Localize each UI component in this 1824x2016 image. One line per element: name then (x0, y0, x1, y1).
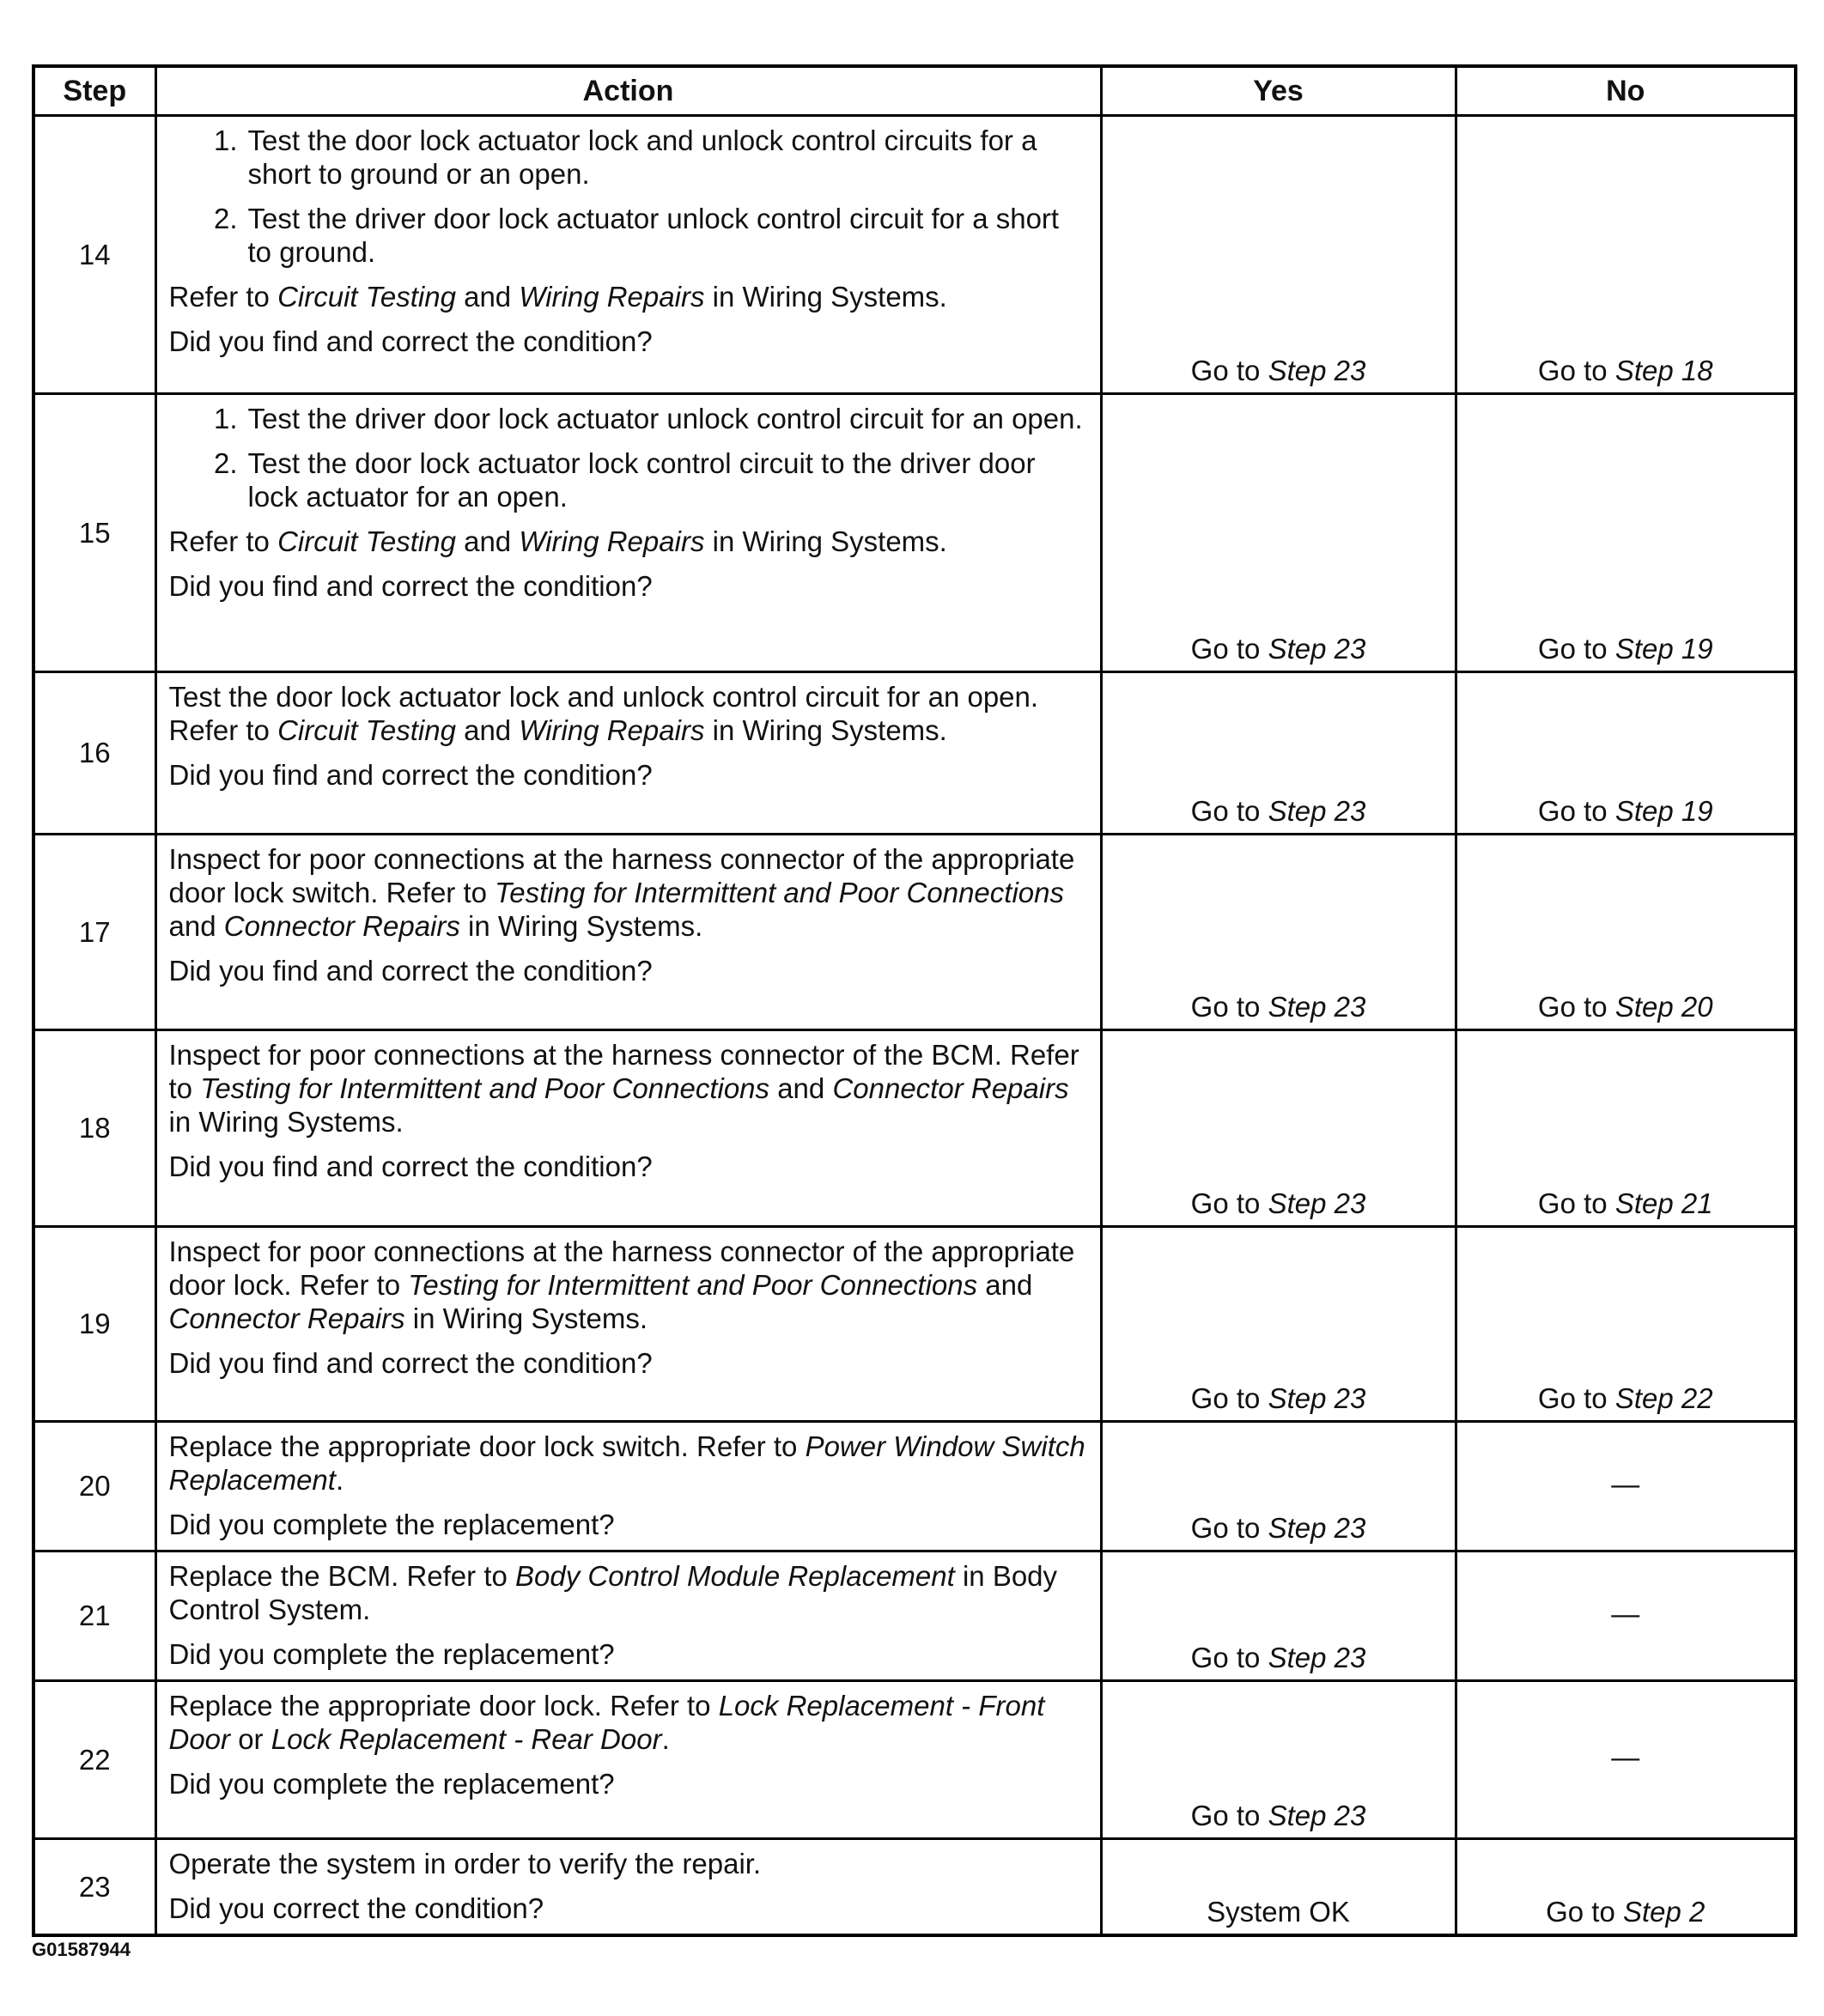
no-cell: Go to Step 19 (1456, 672, 1796, 835)
question-text: Did you find and correct the condition? (168, 1347, 653, 1379)
header-action: Action (155, 66, 1101, 116)
question-text: Did you find and correct the condition? (168, 955, 653, 987)
no-cell: Go to Step 2 (1456, 1839, 1796, 1936)
yes-cell: Go to Step 23 (1101, 1030, 1456, 1227)
reference-link[interactable]: Lock Replacement - Rear Door (271, 1723, 662, 1755)
no-cell: Go to Step 22 (1456, 1227, 1796, 1422)
step-link[interactable]: Step 2 (1622, 1896, 1705, 1928)
action-cell (155, 1681, 1101, 1839)
table-row (33, 394, 1796, 672)
list-item: 1. Test the door lock actuator lock and unlock control circuits for a short to ground or an open. (169, 124, 1088, 191)
yes-cell: System OK (1101, 1839, 1456, 1936)
reference-link[interactable]: Power Window Switch Replacement (168, 1430, 1085, 1496)
question-text: Did you find and correct the condition? (168, 325, 653, 357)
diagnostic-table (32, 64, 1797, 1937)
action-cell (155, 835, 1101, 1030)
no-cell: Go to Step 18 (1456, 116, 1796, 394)
no-cell: Go to Step 20 (1456, 835, 1796, 1030)
header-step: Step (33, 66, 155, 116)
action-text: Inspect for poor connections at the harness connector of the appropriate door lock switch. Refer to Testing for Intermittent and Poor Connections and Connector Repairs in Wiring Systems. (168, 843, 1075, 942)
step-link[interactable]: Step 23 (1268, 633, 1366, 665)
table-row (33, 1681, 1796, 1839)
reference-link[interactable]: Connector Repairs (832, 1072, 1069, 1104)
action-cell (155, 1422, 1101, 1551)
step-link[interactable]: Step 20 (1614, 991, 1713, 1023)
reference-link[interactable]: Testing for Intermittent and Poor Connections (408, 1269, 978, 1301)
no-cell: — (1456, 1551, 1796, 1681)
step-number: 17 (33, 835, 155, 1030)
yes-cell: Go to Step 23 (1101, 394, 1456, 672)
table-row (33, 1551, 1796, 1681)
table-row (33, 1030, 1796, 1227)
reference-link[interactable]: Lock Replacement - Front Door (168, 1690, 1045, 1755)
step-link[interactable]: Step 23 (1268, 1187, 1366, 1219)
step-link[interactable]: Step 23 (1268, 1642, 1366, 1673)
reference-link[interactable]: Testing for Intermittent and Poor Connections (200, 1072, 770, 1104)
table-row (33, 1227, 1796, 1422)
step-number: 21 (33, 1551, 155, 1681)
action-cell (155, 1030, 1101, 1227)
step-link[interactable]: Step 19 (1614, 633, 1713, 665)
yes-cell: Go to Step 23 (1101, 835, 1456, 1030)
step-link[interactable]: Step 22 (1614, 1382, 1713, 1414)
no-cell: Go to Step 19 (1456, 394, 1796, 672)
yes-cell: Go to Step 23 (1101, 1681, 1456, 1839)
question-text: Did you complete the replacement? (168, 1768, 615, 1800)
step-number: 14 (33, 116, 155, 394)
no-cell: — (1456, 1422, 1796, 1551)
step-number: 20 (33, 1422, 155, 1551)
yes-cell: Go to Step 23 (1101, 116, 1456, 394)
reference-link[interactable]: Circuit Testing (277, 714, 456, 746)
list-item: 2. Test the driver door lock actuator unlock control circuit for a short to ground. (169, 202, 1088, 269)
yes-cell: Go to Step 23 (1101, 1227, 1456, 1422)
action-cell (155, 672, 1101, 835)
action-text: Inspect for poor connections at the harness connector of the appropriate door lock. Refer to Testing for Intermittent and Poor Connections and Connector Repairs in Wiring Systems. (168, 1236, 1075, 1334)
yes-cell: Go to Step 23 (1101, 1551, 1456, 1681)
step-link[interactable]: Step 23 (1268, 795, 1366, 827)
table-row (33, 1422, 1796, 1551)
step-number: 19 (33, 1227, 155, 1422)
step-link[interactable]: Step 21 (1614, 1187, 1713, 1219)
yes-cell: Go to Step 23 (1101, 1422, 1456, 1551)
list-item-text: Test the door lock actuator lock control circuit to the driver door lock actuator for an open. (247, 447, 1036, 513)
step-link[interactable]: Step 19 (1614, 795, 1713, 827)
step-link[interactable]: Step 23 (1268, 991, 1366, 1023)
action-cell (155, 1551, 1101, 1681)
action-cell (155, 1839, 1101, 1936)
question-text: Did you complete the replacement? (168, 1638, 615, 1670)
list-item-text: Test the driver door lock actuator unlock control circuit for a short to ground. (247, 203, 1060, 268)
reference-link[interactable]: Wiring Repairs (519, 281, 705, 313)
list-item-text: Test the driver door lock actuator unlock control circuit for an open. (247, 403, 1083, 434)
step-link[interactable]: Step 23 (1268, 1512, 1366, 1544)
question-text: Did you complete the replacement? (168, 1509, 615, 1540)
step-number: 23 (33, 1839, 155, 1936)
reference-link[interactable]: Testing for Intermittent and Poor Connections (495, 877, 1064, 908)
reference-link[interactable]: Wiring Repairs (519, 525, 705, 557)
yes-cell: Go to Step 23 (1101, 672, 1456, 835)
reference-link[interactable]: Connector Repairs (223, 910, 460, 942)
table-row (33, 116, 1796, 394)
action-cell (155, 116, 1101, 394)
action-cell (155, 394, 1101, 672)
reference-link[interactable]: Body Control Module Replacement (515, 1560, 955, 1592)
question-text: Did you find and correct the condition? (168, 759, 653, 791)
action-text: Inspect for poor connections at the harness connector of the BCM. Refer to Testing for Intermittent and Poor Connections and Connector Repairs in Wiring Systems. (168, 1039, 1079, 1138)
action-cell (155, 1227, 1101, 1422)
reference-link[interactable]: Connector Repairs (168, 1303, 405, 1334)
reference-text: Refer to Circuit Testing and Wiring Repairs in Wiring Systems. (168, 281, 947, 313)
step-link[interactable]: Step 18 (1614, 355, 1713, 386)
list-item-text: Test the door lock actuator lock and unlock control circuits for a short to ground or an open. (247, 124, 1037, 190)
list-item: 1. Test the driver door lock actuator unlock control circuit for an open. (213, 403, 1083, 434)
action-text: Replace the appropriate door lock. Refer to Lock Replacement - Front Door or Lock Replacement - Rear Door. (168, 1690, 1045, 1755)
step-number: 16 (33, 672, 155, 835)
figure-id: G01587944 (32, 1939, 131, 1960)
table-row (33, 1839, 1796, 1936)
step-number: 18 (33, 1030, 155, 1227)
question-text: Did you correct the condition? (168, 1892, 544, 1924)
reference-text: Refer to Circuit Testing and Wiring Repairs in Wiring Systems. (168, 525, 947, 557)
table-row (33, 835, 1796, 1030)
action-text: Replace the BCM. Refer to Body Control Module Replacement in Body Control System. (168, 1560, 1058, 1625)
question-text: Did you find and correct the condition? (168, 1151, 653, 1182)
step-link[interactable]: Step 23 (1268, 1800, 1366, 1831)
action-text: Test the door lock actuator lock and unlock control circuit for an open. Refer to Circuit Testing and Wiring Repairs in Wiring Systems. (168, 681, 1039, 746)
step-link[interactable]: Step 23 (1268, 1382, 1366, 1414)
step-number: 15 (33, 394, 155, 672)
reference-link[interactable]: Wiring Repairs (519, 714, 705, 746)
no-cell: — (1456, 1681, 1796, 1839)
action-text: Replace the appropriate door lock switch. Refer to Power Window Switch Replacement. (168, 1430, 1085, 1496)
reference-link[interactable]: Circuit Testing (277, 525, 456, 557)
table-row (33, 672, 1796, 835)
step-link[interactable]: Step 23 (1268, 355, 1366, 386)
header-no: No (1456, 66, 1796, 116)
no-cell: Go to Step 21 (1456, 1030, 1796, 1227)
header-row (33, 66, 1796, 116)
list-item: 2. Test the door lock actuator lock control circuit to the driver door lock actuator for an open. (169, 446, 1088, 513)
action-text: Operate the system in order to verify the repair. (168, 1848, 762, 1879)
step-number: 22 (33, 1681, 155, 1839)
question-text: Did you find and correct the condition? (168, 570, 653, 602)
header-yes: Yes (1101, 66, 1456, 116)
reference-link[interactable]: Circuit Testing (277, 281, 456, 313)
